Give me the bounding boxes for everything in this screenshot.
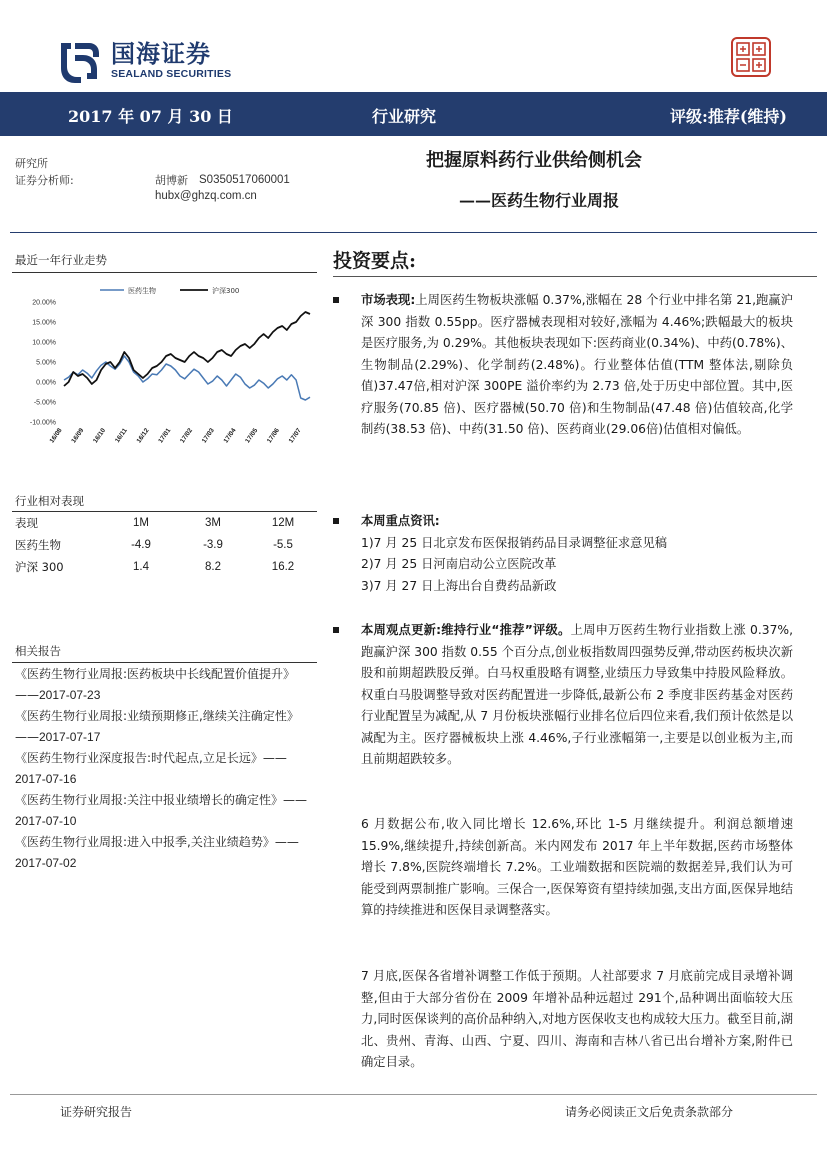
x-tick-label: 16/09 [70,427,86,445]
list-item[interactable] [15,748,315,790]
report-date: 2017-07-16 [15,772,77,786]
legend-label-pharma: 医药生物 [128,287,156,295]
list-item[interactable] [15,706,315,748]
y-tick-label: -5.00% [33,399,56,407]
analyst-name: 胡博新 [155,174,188,187]
list-item[interactable] [15,664,315,706]
reports-rule [12,662,317,663]
table-cell: 1.4 [133,561,149,573]
market-text: 上周医药生物板块涨幅 0.37%,涨幅在 28 个行业中排名第 21,跑赢沪深 300 指数 0.55pp。医疗器械表现相对较好,涨幅为 4.46%;跌幅最大的板块是医疗服务,为 0.29%。其他板块表现如下:医药商业(0.34%)、中药(0.78%)、生物制品(2.29%)、化学制药(2.48%)。行业整体估值(TTM 整体法,剔除负值)37.47倍,相对沪深 300PE 溢价率约为 2.73 倍,处于历史中部位置。其中,医疗服务(70.85 倍)、医疗器械(50.70 倍)和生物制品(47.48 倍)估值较高,化学制药(38.53 倍)、中药(31.50 倍)、医药商业(29.06倍)估值相对偏低。 [361,293,793,436]
report-date: 2017-07-02 [15,856,77,870]
report-link-title[interactable]: 《医药生物行业周报:进入中报季,关注业绩趋势》 [15,835,275,849]
table-header-cell: 表现 [15,516,38,530]
weekly-view-paragraph [361,620,793,771]
footer-left-text: 证券研究报告 [60,1105,133,1119]
list-item[interactable] [15,832,315,874]
view-label: 本周观点更新:维持行业“推荐”评级。 [361,623,571,637]
x-tick-label: 17/04 [222,427,238,445]
header-bar [0,92,827,136]
reports-heading: 相关报告 [15,644,61,658]
report-link-title[interactable]: 《医药生物行业周报:医药板块中长线配置价值提升》 [15,667,296,681]
trend-heading: 最近一年行业走势 [15,253,107,267]
market-label: 市场表现: [361,293,416,307]
x-tick-label: 17/01 [157,427,173,445]
report-title: 把握原料药行业供给侧机会 [426,150,642,171]
series-line-csi300 [64,312,310,386]
x-tick-label: 17/06 [265,427,282,445]
analyst-cert-id: S0350517060001 [199,174,290,186]
report-separator: —— [274,835,299,849]
x-tick-label: 16/08 [48,427,64,445]
x-tick-label: 17/03 [200,427,216,445]
report-separator: —— [283,793,308,807]
performance-table [15,512,315,578]
report-separator: —— [15,688,39,702]
news-item: 2)7 月 25 日河南启动公立医院改革 [361,557,557,571]
report-link-title[interactable]: 《医药生物行业周报:关注中报业绩增长的确定性》 [15,793,284,807]
news-item: 1)7 月 25 日北京发布医保报销药品目录调整征求意见稿 [361,535,668,550]
table-header-cell: 12M [271,517,295,529]
table-cell: -3.9 [203,539,223,551]
table-cell: 医药生物 [15,538,61,552]
y-tick-label: 15.00% [32,319,56,327]
insurance-paragraph: 7 月底,医保各省增补调整工作低于预期。人社部要求 7 月底前完成目录增补调整,但由于大部分省份在 2009 年增补品种远超过 291个,品种调出面临较大压力,同时医保谈判的高价品种纳入,对地方医保收支也构成较大压力。截至目前,湖北、贵州、青海、山西、宁夏、四川、海南和吉林八省已出台增补方案,附件已确定目录。 [361,969,793,1069]
data-paragraph: 6 月数据公布,收入同比增长 12.6%,环比 1-5 月继续提升。利润总额增速 15.9%,继续提升,持续创新高。米内网发布 2017 年上半年数据,医药市场整体增长 7.8%,医院终端增长 7.2%。工业端数据和医院端的数据差异,我们认为可能受到两票制推广影响。三保合一,医保筹资有望持续加强,支出方面,医保异地结算的持续推进和医保目录调整落实。 [361,817,793,917]
report-link-title[interactable]: 《医药生物行业深度报告:时代起点,立足长远》 [15,751,263,765]
bullet-square-icon [333,297,339,303]
analyst-info [15,155,290,189]
table-row [15,534,315,556]
analyst-dept: 研究所 [15,157,48,170]
header-divider [10,232,817,233]
x-tick-label: 16/12 [135,427,151,445]
report-separator: —— [15,730,39,744]
table-header-row [15,512,315,534]
list-item[interactable] [15,790,315,832]
bullet-square-icon [333,518,339,524]
x-tick-label: 16/11 [113,427,129,445]
report-date: 2017-07-23 [39,688,101,702]
highlights-rule [333,276,817,277]
trend-rule [12,272,317,273]
x-tick-label: 17/02 [179,427,195,445]
y-tick-label: -10.00% [29,419,56,427]
table-cell: 16.2 [271,561,295,573]
report-rating: 评级:推荐(维持) [669,107,787,126]
series-line-pharma [64,356,310,400]
table-cell: 8.2 [205,561,221,573]
report-separator: —— [262,751,287,765]
news-item: 3)7 月 27 日上海出台自费药品新政 [361,578,557,593]
x-tick-label: 16/10 [92,427,108,445]
report-link-title[interactable]: 《医药生物行业周报:业绩预期修正,继续关注确定性》 [15,709,299,723]
key-news-block [361,511,793,597]
table-cell: -5.5 [273,539,293,551]
y-tick-label: 20.00% [32,299,56,307]
footer-rule [10,1094,817,1095]
report-category: 行业研究 [372,107,437,126]
table-cell: -4.9 [131,539,151,551]
bullet-square-icon [333,627,339,633]
table-row [15,556,315,578]
report-subtitle: ——医药生物行业周报 [459,191,620,210]
logo-english-name: SEALAND SECURITIES [111,68,232,80]
footer-disclaimer-text: 请务必阅读正文后免责条款部分 [565,1105,734,1119]
view-text: 上周申万医药生物行业指数上涨 0.37%,跑赢沪深 300 指数 0.55 个百分点,创业板指数周四强势反弹,带动医药板块次新股和前期超跌股反弹。白马权重股略有调整,业绩压力导致集中持股风险释放。权重白马股调整导致对医药配置进一步降低,最新公布 2 季度非医药基金对医药行业配置呈为减配,从 7 月份板块涨幅行业排名位后四位来看,我们预计依然是以减配为主。医疗器械板块上涨 4.46%,子行业涨幅第一,主要是以创业板为主,而且前期超跌较多。 [361,623,793,766]
company-logo [55,38,231,84]
legend-label-csi300: 沪深300 [212,287,240,295]
table-header-cell: 1M [133,517,149,529]
x-tick-label: 17/05 [244,427,260,445]
related-reports-list [15,664,315,874]
table-cell: 沪深 300 [15,560,64,574]
y-tick-label: 0.00% [36,379,56,387]
report-date: 2017-07-10 [15,814,77,828]
research-seal-icon [730,36,772,78]
industry-trend-chart [12,282,317,450]
analyst-role: 证券分析师: [15,174,74,187]
analyst-email[interactable]: hubx@ghzq.com.cn [155,190,257,202]
news-label: 本周重点资讯: [361,514,440,528]
report-date: 2017 年 07 月 30 日 [68,107,233,126]
x-tick-label: 17/07 [287,427,303,445]
perf-heading: 行业相对表现 [15,494,84,508]
investment-highlights-heading: 投资要点: [333,250,417,272]
y-tick-label: 10.00% [32,339,56,347]
logo-chinese-name: 国海证券 [111,40,211,68]
y-tick-label: 5.00% [36,359,56,367]
table-header-cell: 3M [205,517,221,529]
market-performance-paragraph [361,290,793,441]
sealand-logo-icon [55,39,103,83]
report-date: 2017-07-17 [39,730,101,744]
